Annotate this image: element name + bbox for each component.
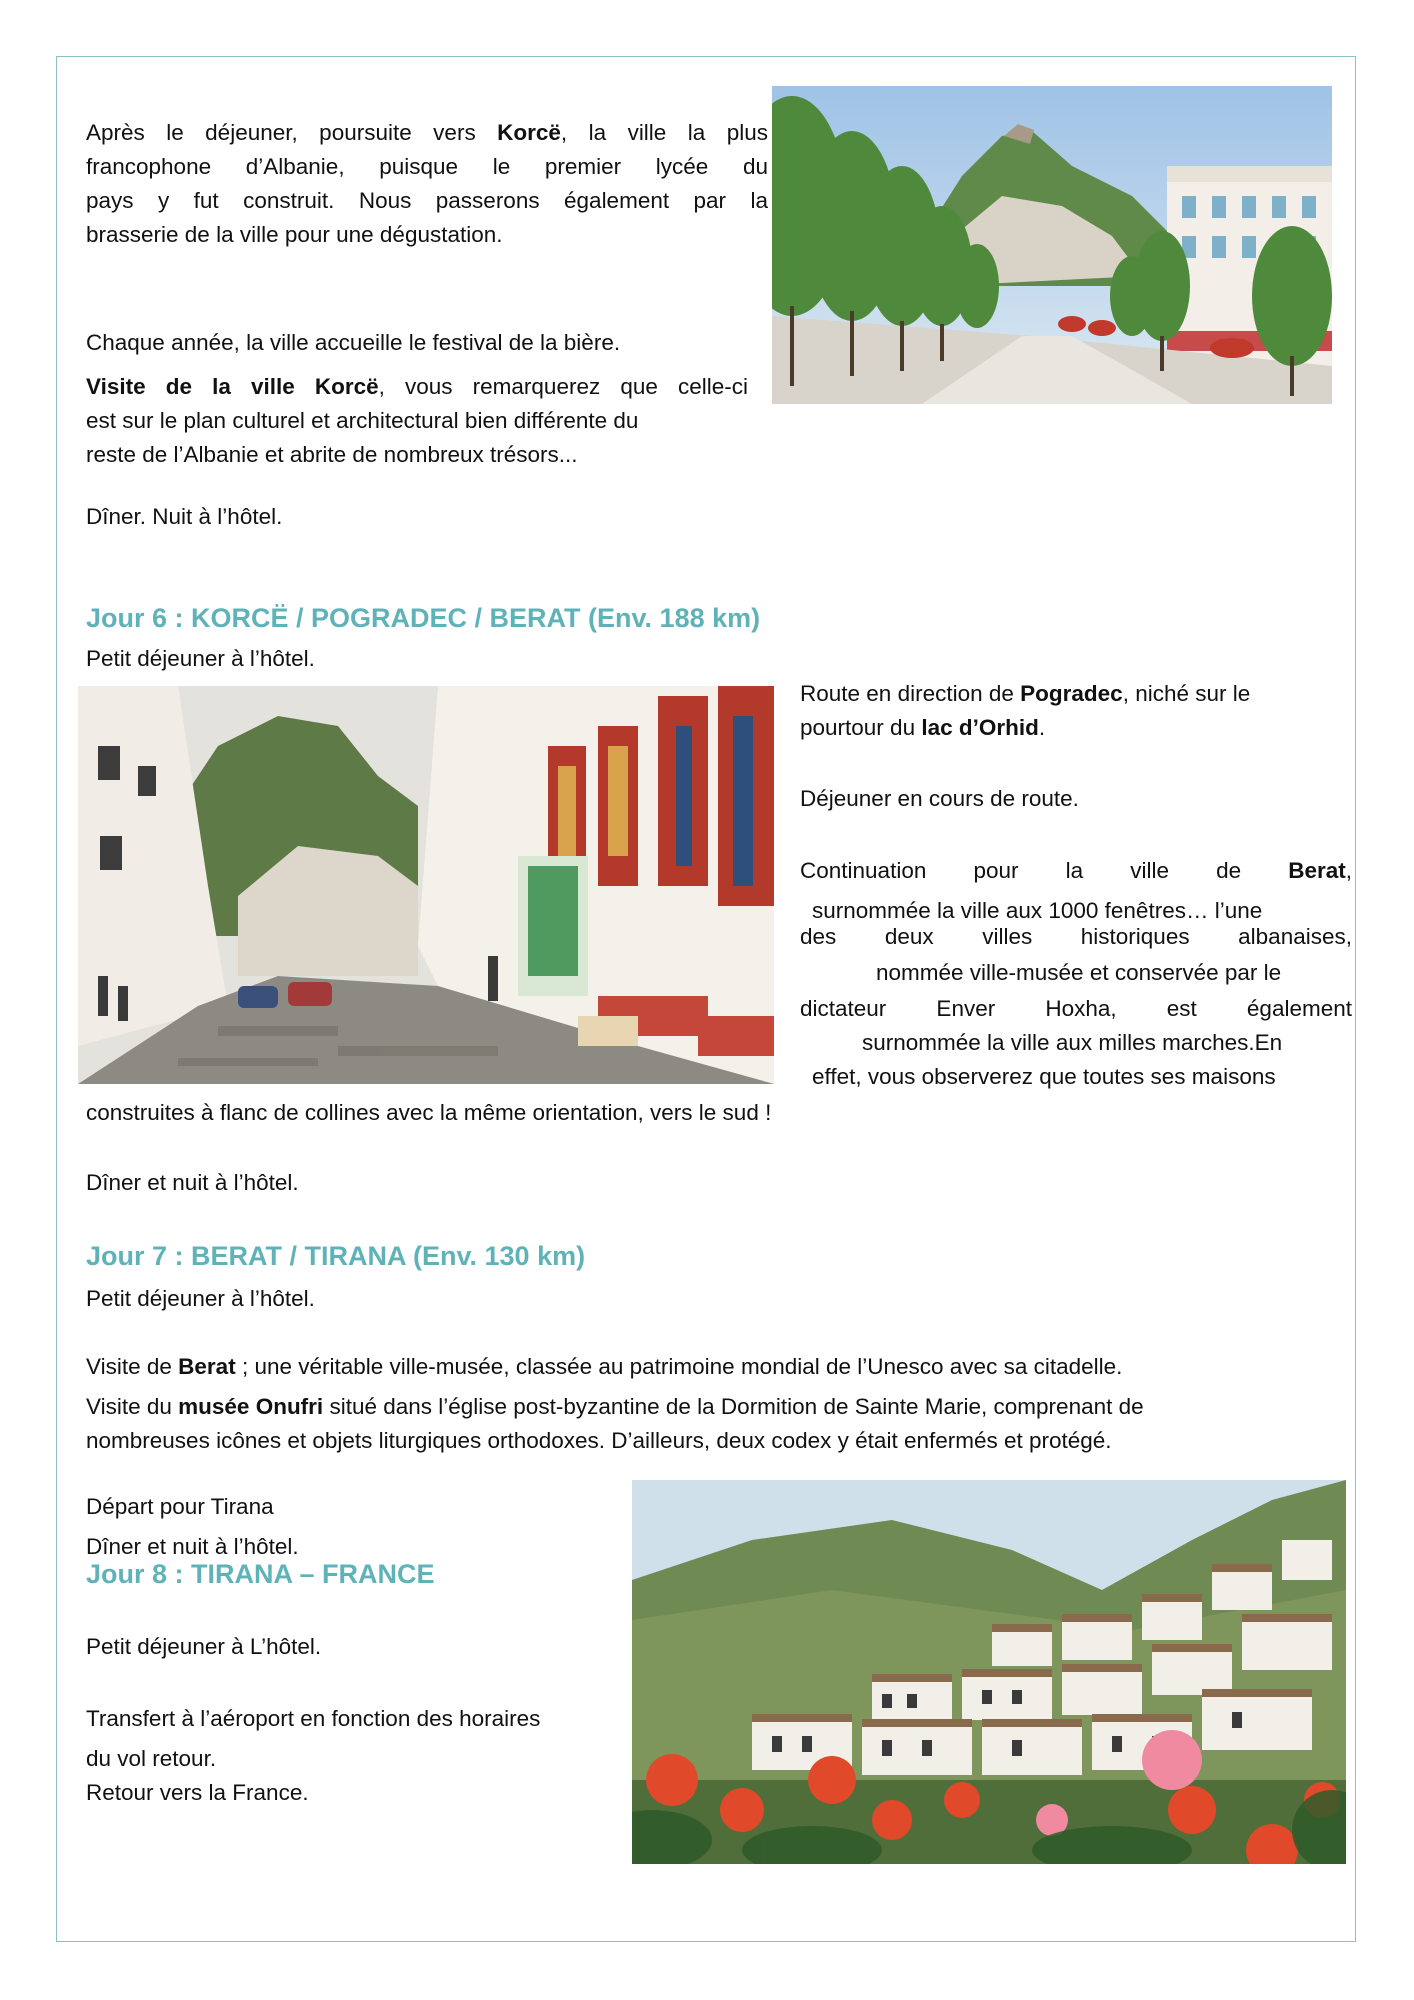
day7-visit-onufri-line-1: Visite du musée Onufri situé dans l’église post-byzantine de la Dormition de Sainte Marie, comprenant de (86, 1394, 1144, 1419)
day7-breakfast: Petit déjeuner à l’hôtel. (86, 1286, 315, 1311)
day6-dinner: Dîner et nuit à l’hôtel. (86, 1170, 299, 1195)
day6-breakfast: Petit déjeuner à l’hôtel. (86, 646, 315, 671)
berat-hillside-photo (632, 1480, 1346, 1864)
day7-visit-onufri-line-2: nombreuses icônes et objets liturgiques orthodoxes. D’ailleurs, deux codex y était enfermés et protégé. (86, 1428, 1112, 1453)
day6-continuation-line-5: dictateur Enver Hoxha, est également (800, 996, 1352, 1021)
day6-heading: Jour 6 : KORCË / POGRADEC / BERAT (Env. 188 km) (86, 603, 761, 633)
day8-transfer-line-2: du vol retour. (86, 1746, 217, 1771)
day7-dinner: Dîner et nuit à l’hôtel. (86, 1534, 299, 1559)
day8-return: Retour vers la France. (86, 1780, 309, 1805)
day6-route-line-1: Route en direction de Pogradec, niché sur le (800, 681, 1251, 706)
day6-lunch: Déjeuner en cours de route. (800, 786, 1079, 811)
festival-text: Chaque année, la ville accueille le festival de la bière. (86, 330, 621, 355)
dinner-text: Dîner. Nuit à l’hôtel. (86, 504, 283, 529)
day6-continuation-line-6: surnommée la ville aux milles marches.En (862, 1030, 1283, 1055)
day6-continuation-line-8: construites à flanc de collines avec la même orientation, vers le sud ! (86, 1100, 772, 1125)
korce-visit-line-3: reste de l’Albanie et abrite de nombreux trésors... (86, 442, 578, 467)
day7-departure: Départ pour Tirana (86, 1494, 274, 1519)
intro-line-1: Après le déjeuner, poursuite vers Korcë, la ville la plus (86, 120, 768, 145)
korce-visit-line-2: est sur le plan culturel et architectural bien différente du (86, 408, 639, 433)
old-bazaar-street-photo (78, 686, 774, 1084)
korce-visit-line-1: Visite de la ville Korcë, vous remarquerez que celle-ci (86, 374, 748, 399)
day6-continuation-line-3: des deux villes historiques albanaises, (800, 924, 1352, 949)
day6-continuation-line-2: surnommée la ville aux 1000 fenêtres… l’une (812, 898, 1263, 923)
day8-breakfast: Petit déjeuner à L’hôtel. (86, 1634, 322, 1659)
day7-heading: Jour 7 : BERAT / TIRANA (Env. 130 km) (86, 1241, 586, 1271)
boulevard-photo (772, 86, 1332, 404)
day6-route-line-2: pourtour du lac d’Orhid. (800, 715, 1046, 740)
intro-line-4: brasserie de la ville pour une dégustation. (86, 222, 503, 247)
intro-line-2: francophone d’Albanie, puisque le premier lycée du (86, 154, 768, 179)
day7-visit-berat: Visite de Berat ; une véritable ville-musée, classée au patrimoine mondial de l’Unesco avec sa citadelle. (86, 1354, 1123, 1379)
intro-line-3: pays y fut construit. Nous passerons également par la (86, 188, 768, 213)
day8-transfer-line-1: Transfert à l’aéroport en fonction des horaires (86, 1706, 541, 1731)
day6-continuation-line-7: effet, vous observerez que toutes ses maisons (812, 1064, 1276, 1089)
day6-continuation-line-1: Continuation pour la ville de Berat, (800, 858, 1352, 883)
day8-heading: Jour 8 : TIRANA – FRANCE (86, 1559, 435, 1589)
day6-continuation-line-4: nommée ville-musée et conservée par le (876, 960, 1282, 985)
